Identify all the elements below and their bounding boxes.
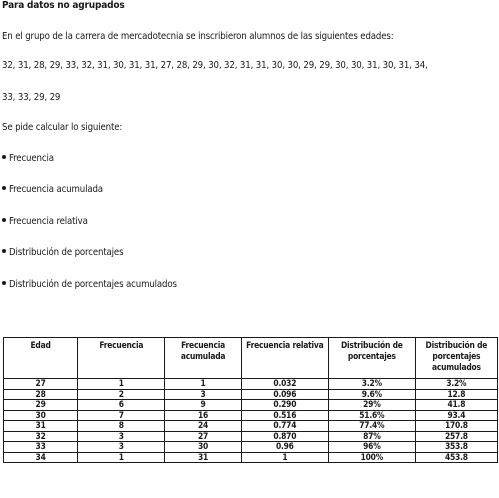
cell-frecuencia-acumulada: 16 [165, 410, 241, 421]
cell-edad: 33 [4, 442, 78, 453]
cell-frecuencia-acumulada: 31 [165, 452, 241, 463]
bullet-icon [2, 249, 6, 253]
cell-porcentaje: 3.2% [328, 379, 415, 390]
bullet-item-frecuencia-acumulada [2, 184, 103, 195]
cell-frecuencia: 1 [78, 452, 165, 463]
cell-porcentaje: 96% [328, 442, 415, 453]
cell-frecuencia-acumulada: 27 [165, 431, 241, 442]
data-values-line-1: 32, 31, 28, 29, 33, 32, 31, 30, 31, 31, 27, 28, 29, 30, 32, 31, 31, 30, 30, 29, 29, 30, 30, 31, 30, 31, 34, [2, 60, 428, 71]
bullet-item-frecuencia [2, 153, 54, 164]
cell-frecuencia: 7 [78, 410, 165, 421]
frequency-table [3, 337, 498, 463]
header-edad: Edad [4, 338, 78, 379]
table-row [4, 389, 498, 400]
bullet-icon [2, 186, 6, 190]
table-row [4, 400, 498, 411]
cell-frecuencia-acumulada: 9 [165, 400, 241, 411]
table-row [4, 421, 498, 432]
header-distribucion-porcentajes-acumulados: Distribución de porcentajes acumulados [415, 338, 497, 379]
cell-frecuencia: 1 [78, 379, 165, 390]
bullet-label: Distribución de porcentajes acumulados [9, 279, 177, 290]
cell-frecuencia: 3 [78, 442, 165, 453]
cell-frecuencia-relativa: 0.096 [241, 389, 328, 400]
table-header-row [4, 338, 498, 379]
cell-porcentaje: 9.6% [328, 389, 415, 400]
bullet-icon [2, 218, 6, 222]
bullet-item-distribucion-porcentajes-acumulados [2, 279, 177, 290]
cell-porcentaje: 100% [328, 452, 415, 463]
header-distribucion-porcentajes: Distribución de porcentajes [328, 338, 415, 379]
cell-frecuencia-relativa: 0.870 [241, 431, 328, 442]
data-values-line-2: 33, 33, 29, 29 [2, 92, 61, 103]
table-row [4, 452, 498, 463]
cell-porcentaje-acumulado: 453.8 [415, 452, 497, 463]
cell-porcentaje-acumulado: 353.8 [415, 442, 497, 453]
cell-edad: 32 [4, 431, 78, 442]
cell-edad: 34 [4, 452, 78, 463]
table-row [4, 410, 498, 421]
cell-frecuencia-acumulada: 30 [165, 442, 241, 453]
cell-frecuencia-relativa: 1 [241, 452, 328, 463]
cell-frecuencia-acumulada: 3 [165, 389, 241, 400]
cell-porcentaje: 77.4% [328, 421, 415, 432]
cell-frecuencia: 8 [78, 421, 165, 432]
prompt-text: Se pide calcular lo siguiente: [2, 122, 123, 133]
cell-frecuencia-relativa: 0.032 [241, 379, 328, 390]
table-row [4, 431, 498, 442]
cell-porcentaje: 29% [328, 400, 415, 411]
cell-porcentaje-acumulado: 41.8 [415, 400, 497, 411]
bullet-label: Frecuencia relativa [9, 216, 88, 227]
cell-frecuencia-relativa: 0.290 [241, 400, 328, 411]
bullet-icon [2, 155, 6, 159]
bullet-label: Frecuencia acumulada [9, 184, 103, 195]
cell-frecuencia: 2 [78, 389, 165, 400]
cell-frecuencia: 6 [78, 400, 165, 411]
cell-porcentaje: 51.6% [328, 410, 415, 421]
cell-frecuencia-acumulada: 1 [165, 379, 241, 390]
table-row [4, 442, 498, 453]
section-heading: Para datos no agrupados [2, 0, 125, 11]
intro-text: En el grupo de la carrera de mercadotecnia se inscribieron alumnos de las siguientes edades: [2, 31, 394, 42]
cell-frecuencia: 3 [78, 431, 165, 442]
cell-edad: 31 [4, 421, 78, 432]
cell-porcentaje-acumulado: 3.2% [415, 379, 497, 390]
cell-frecuencia-relativa: 0.774 [241, 421, 328, 432]
cell-frecuencia-relativa: 0.96 [241, 442, 328, 453]
cell-frecuencia-relativa: 0.516 [241, 410, 328, 421]
header-frecuencia-acumulada: Frecuencia acumulada [165, 338, 241, 379]
table-row [4, 379, 498, 390]
cell-porcentaje: 87% [328, 431, 415, 442]
cell-porcentaje-acumulado: 12.8 [415, 389, 497, 400]
bullet-item-distribucion-porcentajes [2, 247, 123, 258]
cell-porcentaje-acumulado: 93.4 [415, 410, 497, 421]
cell-edad: 27 [4, 379, 78, 390]
cell-edad: 30 [4, 410, 78, 421]
cell-edad: 28 [4, 389, 78, 400]
header-frecuencia-relativa: Frecuencia relativa [241, 338, 328, 379]
cell-edad: 29 [4, 400, 78, 411]
cell-porcentaje-acumulado: 257.8 [415, 431, 497, 442]
header-frecuencia: Frecuencia [78, 338, 165, 379]
bullet-icon [2, 281, 6, 285]
bullet-label: Distribución de porcentajes [9, 247, 124, 258]
cell-porcentaje-acumulado: 170.8 [415, 421, 497, 432]
cell-frecuencia-acumulada: 24 [165, 421, 241, 432]
bullet-item-frecuencia-relativa [2, 216, 88, 227]
bullet-label: Frecuencia [9, 153, 54, 164]
